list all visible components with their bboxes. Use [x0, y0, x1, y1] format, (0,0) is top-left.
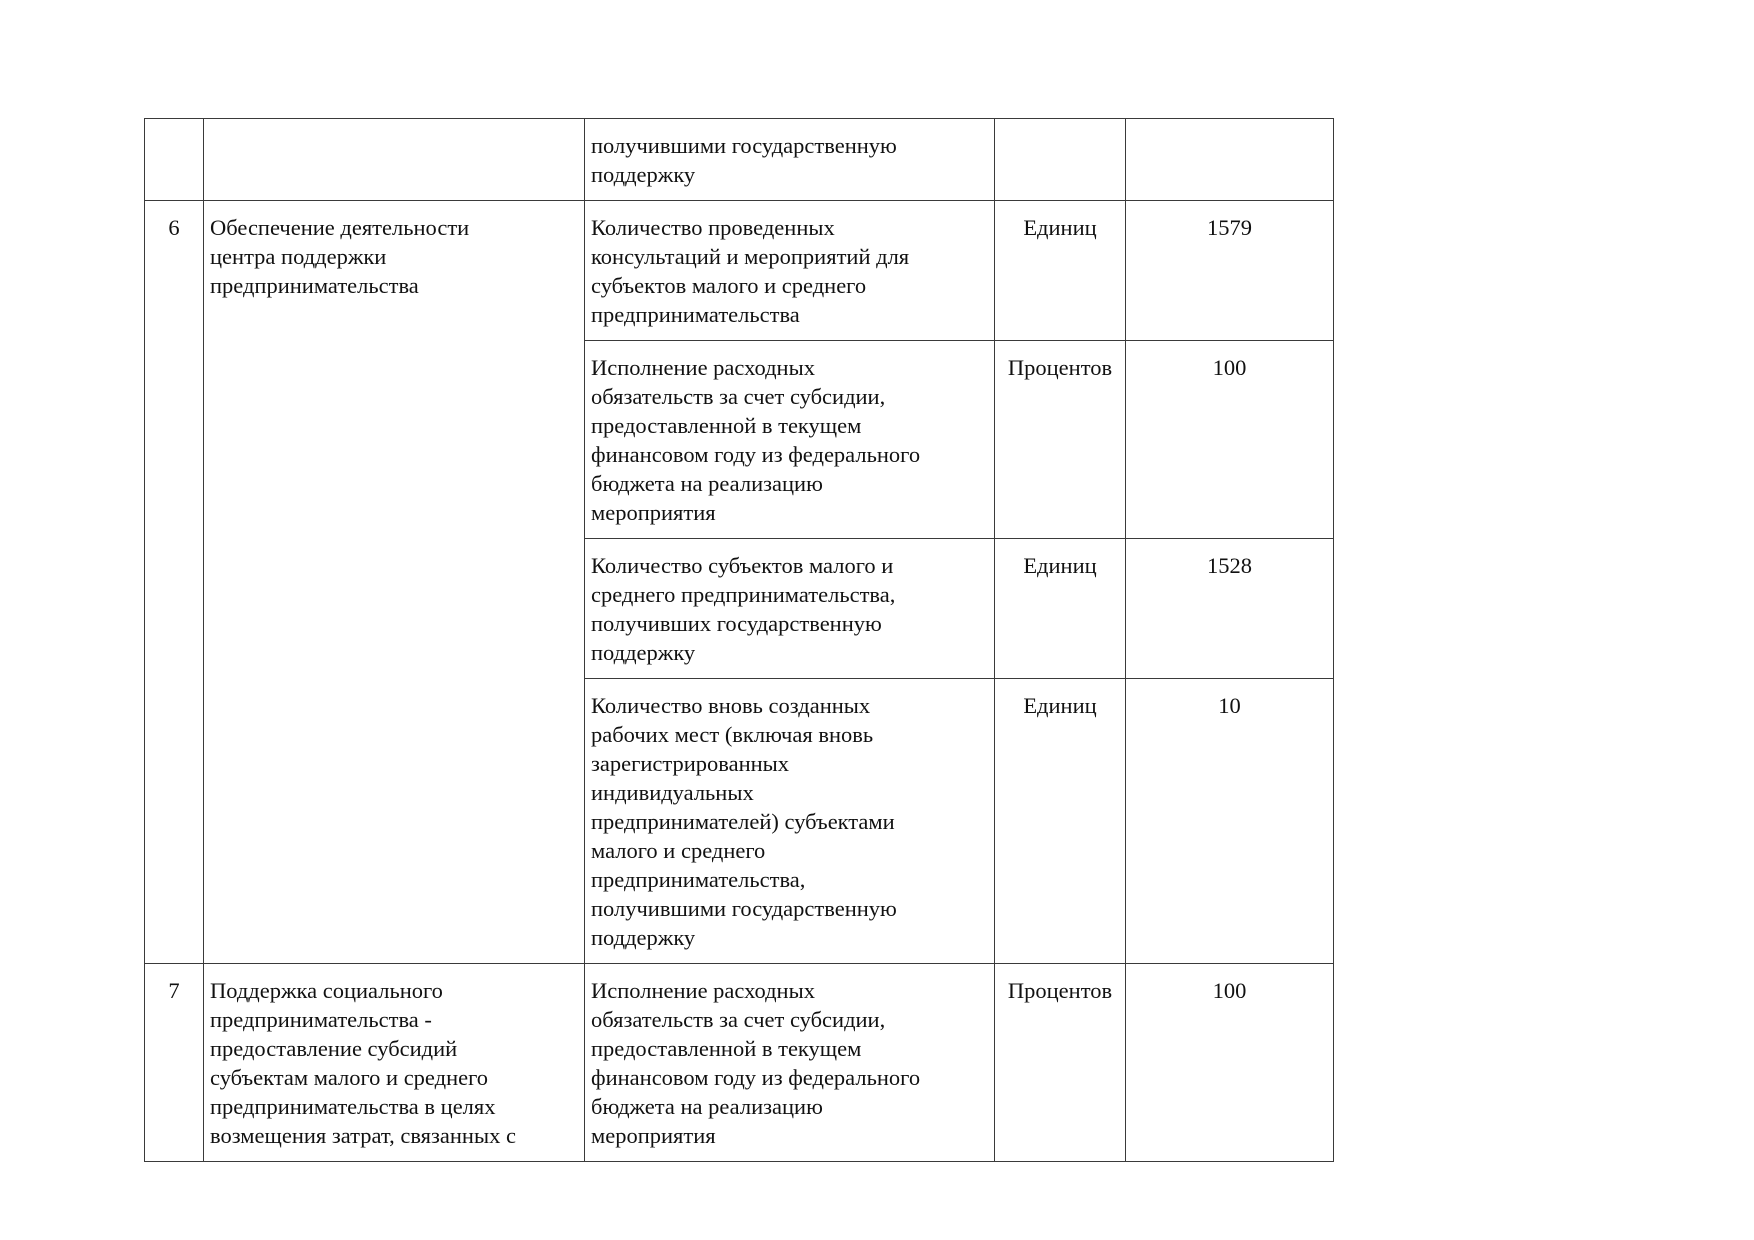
cell-value [1126, 201, 1334, 341]
indicator-text: Количество вновь созданных рабочих мест (включая вновь зарегистрированных индивидуальных предпринимателей) субъектами малого и среднего предпринимательства, получившими государственную поддержку [591, 693, 897, 950]
table-row-continuation [145, 119, 1334, 201]
indicator-text: Количество проведенных консультаций и мероприятий для субъектов малого и среднего предпринимательства [591, 215, 910, 327]
value-text: 100 [1212, 978, 1247, 1003]
cell-unit [995, 341, 1126, 539]
indicator-text: получившими государственную поддержку [591, 133, 897, 187]
cell-value [1126, 539, 1334, 679]
unit-text: Единиц [1023, 693, 1097, 718]
value-text: 1579 [1207, 215, 1252, 240]
row-number: 7 [168, 978, 180, 1003]
cell-indicator [585, 964, 995, 1162]
unit-text: Процентов [1007, 355, 1113, 380]
event-text: Обеспечение деятельности центра поддержки предпринимательства [210, 215, 470, 298]
event-text: Поддержка социального предпринимательства - предоставление субсидий субъектам малого и среднего предпринимательства в целях возмещения затрат, связанных с [210, 978, 516, 1148]
indicator-text: Исполнение расходных обязательств за счет субсидии, предоставленной в текущем финансовом году из федерального бюджета на реализацию мероприятия [591, 355, 921, 525]
cell-event [204, 964, 585, 1162]
cell-value [1126, 964, 1334, 1162]
value-text: 10 [1218, 693, 1241, 718]
unit-text: Единиц [1023, 553, 1097, 578]
cell-unit [995, 679, 1126, 964]
cell-num-empty [145, 119, 204, 201]
unit-text: Процентов [1007, 978, 1113, 1003]
cell-indicator [585, 201, 995, 341]
table-row-6-1 [145, 201, 1334, 341]
cell-unit [995, 964, 1126, 1162]
indicator-text: Количество субъектов малого и среднего предпринимательства, получивших государственную поддержку [591, 553, 896, 665]
cell-indicator [585, 119, 995, 201]
cell-value [1126, 679, 1334, 964]
indicator-text: Исполнение расходных обязательств за счет субсидии, предоставленной в текущем финансовом году из федерального бюджета на реализацию мероприятия [591, 978, 921, 1148]
cell-num [145, 201, 204, 964]
cell-unit [995, 201, 1126, 341]
cell-unit [995, 539, 1126, 679]
cell-num [145, 964, 204, 1162]
cell-event-empty [204, 119, 585, 201]
cell-indicator [585, 679, 995, 964]
row-number: 6 [168, 215, 180, 240]
value-text: 100 [1212, 355, 1247, 380]
cell-value-empty [1126, 119, 1334, 201]
cell-indicator [585, 341, 995, 539]
value-text: 1528 [1207, 553, 1252, 578]
cell-value [1126, 341, 1334, 539]
cell-unit-empty [995, 119, 1126, 201]
table-row-7 [145, 964, 1334, 1162]
unit-text: Единиц [1023, 215, 1097, 240]
indicators-table [144, 118, 1334, 1162]
cell-event [204, 201, 585, 964]
cell-indicator [585, 539, 995, 679]
